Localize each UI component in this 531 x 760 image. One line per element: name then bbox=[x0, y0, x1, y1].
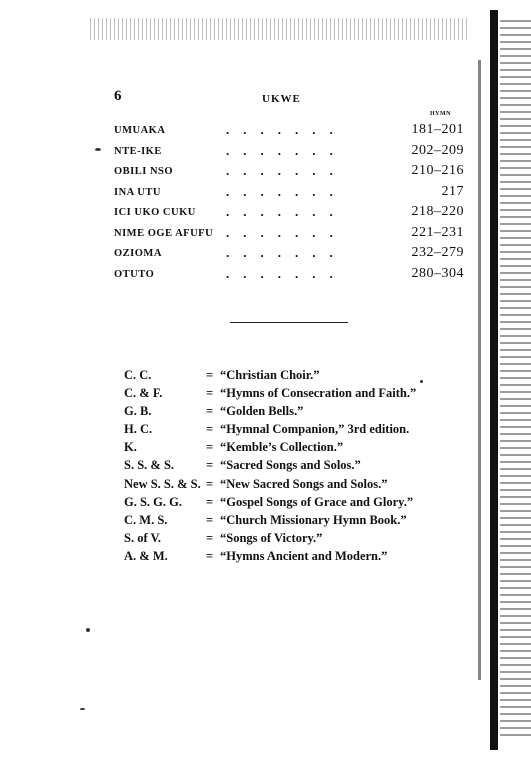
abbreviation-meaning: “Sacred Songs and Solos.” bbox=[220, 458, 361, 473]
section-title: ICI UKO CUKU bbox=[114, 207, 196, 218]
contents-row bbox=[114, 245, 464, 266]
abbreviation-row bbox=[124, 531, 484, 549]
equals-sign: = bbox=[206, 422, 214, 437]
abbreviation-meaning: “Christian Choir.” bbox=[220, 368, 320, 382]
leader-dots: ....... bbox=[226, 224, 347, 240]
equals-sign: = bbox=[206, 548, 214, 563]
contents-list bbox=[114, 122, 464, 286]
section-title: INA UTU bbox=[114, 186, 161, 198]
section-title: OBILI NSO bbox=[114, 166, 174, 177]
hymn-range: 218–220 bbox=[411, 204, 464, 219]
abbreviation-meaning: “Hymns of Consecration and Faith.” bbox=[220, 386, 417, 401]
equals-sign: = bbox=[206, 494, 214, 509]
abbreviation-meaning: “Kemble’s Collection.” bbox=[220, 440, 344, 455]
equals-sign: = bbox=[206, 530, 214, 545]
abbreviation-meaning: “Hymns Ancient and Modern.” bbox=[220, 548, 388, 563]
contents-row bbox=[114, 163, 464, 184]
hymn-range: 232–279 bbox=[411, 245, 464, 260]
abbreviation-row bbox=[124, 495, 484, 513]
abbreviation-meaning: “Church Missionary Hymn Book.” bbox=[220, 512, 407, 527]
hymn-range: 221–231 bbox=[411, 224, 464, 240]
scan-noise-top bbox=[90, 18, 470, 40]
hymn-range: 202–209 bbox=[411, 142, 464, 158]
abbreviations-list bbox=[124, 368, 484, 567]
hymn-range: 210–216 bbox=[411, 163, 464, 178]
abbreviation-row bbox=[124, 458, 484, 476]
hymn-column-label: HYMN bbox=[430, 111, 451, 117]
contents-row bbox=[114, 225, 464, 246]
leader-dots: ....... bbox=[226, 122, 347, 137]
leader-dots: ....... bbox=[226, 245, 347, 260]
section-title: OZIOMA bbox=[114, 248, 162, 259]
abbreviation-row bbox=[124, 386, 484, 404]
leader-dots: ....... bbox=[226, 142, 347, 158]
leader-dots: ....... bbox=[226, 204, 347, 219]
hymn-range: 181–201 bbox=[411, 122, 464, 137]
abbreviation-meaning: “Gospel Songs of Grace and Glory.” bbox=[220, 494, 414, 509]
abbreviation: A. & M. bbox=[124, 548, 168, 563]
contents-row bbox=[114, 266, 464, 287]
scan-noise-right bbox=[500, 20, 531, 740]
equals-sign: = bbox=[206, 476, 214, 491]
abbreviation: K. bbox=[124, 440, 137, 455]
abbreviation: C. M. S. bbox=[124, 512, 168, 527]
equals-sign: = bbox=[206, 386, 214, 401]
abbreviation-meaning: “New Sacred Songs and Solos.” bbox=[220, 476, 388, 491]
scan-speck bbox=[95, 148, 101, 151]
equals-sign: = bbox=[206, 404, 214, 419]
abbreviation-row bbox=[124, 513, 484, 531]
section-divider bbox=[230, 322, 348, 323]
abbreviation-row bbox=[124, 422, 484, 440]
abbreviation: G. B. bbox=[124, 404, 152, 419]
hymn-range: 280–304 bbox=[411, 265, 464, 281]
abbreviation-row bbox=[124, 368, 484, 386]
equals-sign: = bbox=[206, 458, 214, 473]
scan-speck bbox=[86, 628, 90, 632]
section-title: NTE-IKE bbox=[114, 145, 162, 157]
running-head: UKWE bbox=[262, 93, 301, 105]
abbreviation-meaning: “Songs of Victory.” bbox=[220, 530, 323, 545]
abbreviation-row bbox=[124, 477, 484, 495]
leader-dots: ....... bbox=[226, 265, 347, 281]
scan-speck bbox=[420, 380, 423, 383]
abbreviation-meaning: “Golden Bells.” bbox=[220, 404, 304, 419]
abbreviation: G. S. G. G. bbox=[124, 494, 182, 509]
contents-row bbox=[114, 184, 464, 205]
abbreviation: S. S. & S. bbox=[124, 458, 175, 473]
section-title: UMUAKA bbox=[114, 125, 166, 136]
section-title: NIME OGE AFUFU bbox=[114, 227, 214, 239]
abbreviation: H. C. bbox=[124, 422, 153, 437]
book-spine-edge bbox=[490, 10, 498, 750]
abbreviation: S. of V. bbox=[124, 530, 162, 545]
scan-speck bbox=[80, 708, 85, 710]
equals-sign: = bbox=[206, 512, 214, 527]
contents-row bbox=[114, 143, 464, 164]
page-number: 6 bbox=[114, 88, 122, 104]
abbreviation-row bbox=[124, 549, 484, 567]
section-title: OTUTO bbox=[114, 268, 155, 280]
leader-dots: ....... bbox=[226, 183, 347, 199]
abbreviation: New S. S. & S. bbox=[124, 476, 201, 491]
equals-sign: = bbox=[206, 368, 214, 382]
leader-dots: ....... bbox=[226, 163, 347, 178]
contents-row bbox=[114, 122, 464, 143]
hymn-range: 217 bbox=[441, 183, 464, 199]
equals-sign: = bbox=[206, 440, 214, 455]
abbreviation: C. C. bbox=[124, 368, 152, 382]
abbreviation-row bbox=[124, 440, 484, 458]
contents-row bbox=[114, 204, 464, 225]
abbreviation-row bbox=[124, 404, 484, 422]
abbreviation-meaning: “Hymnal Companion,” 3rd edition. bbox=[220, 422, 410, 437]
abbreviation: C. & F. bbox=[124, 386, 163, 401]
